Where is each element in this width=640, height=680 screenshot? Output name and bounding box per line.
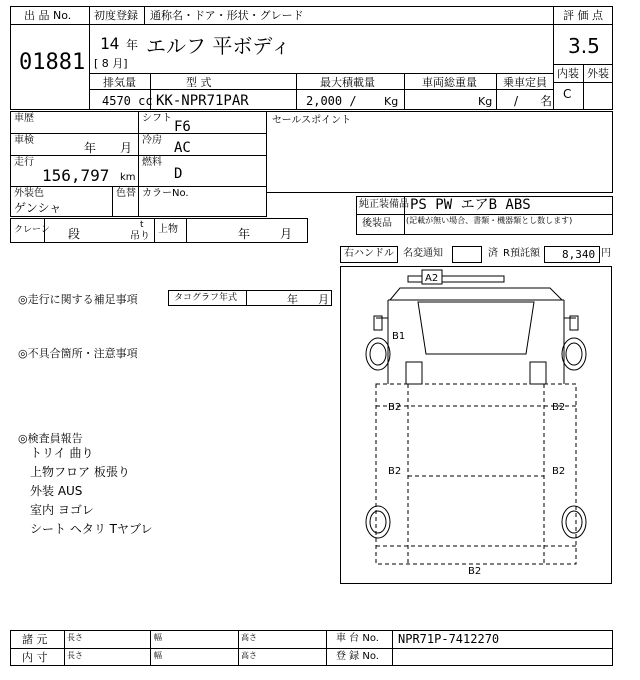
shaken-year: 年 [84,141,97,155]
truck-diagram [340,266,612,584]
lot-label: 出 品 No. [24,9,72,22]
seats-label: 乗車定員 [503,76,547,89]
fuel-value: D [174,166,183,182]
load-unit: Kg [384,95,399,108]
inspector-line: 外装 AUS [30,484,83,498]
load-value: 2,000 / [306,94,357,108]
exterior-label: 外装 [587,67,609,80]
lot-number: 01881 [19,50,86,75]
mileage-unit: km [120,172,136,183]
seats-value: / [514,94,519,108]
driving-title: ◎走行に関する補足事項 [18,293,138,306]
tacho-label: タコグラフ年式 [174,293,238,303]
aftermarket-note: (記載が無い場合、書類・機器類とし数します) [406,216,573,225]
length-label: 長さ [67,633,83,642]
reg-label: 登 録 No. [336,651,379,662]
bed-month: 月 [280,227,293,241]
score-value: 3.5 [568,34,600,58]
car-name: エルフ 平ボディ [146,34,291,58]
model-value: KK-NPR71PAR [156,93,249,109]
tacho-year: 年 [287,293,298,306]
name-label: 通称名・ドア・形状・グレード [150,9,304,22]
shift-label: シフト [142,113,172,124]
mileage-label: 走行 [14,157,34,168]
ext-color-label: 外装色 [14,188,44,199]
inspector-line: シート ヘタリ Tヤブレ [30,522,153,536]
tax-prefix: 済 [488,248,498,259]
dims-label: 内 寸 [22,651,48,664]
year-unit: 年 [126,38,139,52]
disp-label: 排気量 [103,76,136,89]
damage-mark-a2: A2 [425,273,439,284]
fuel-label: 燃料 [142,157,162,168]
tax-unit: 円 [601,248,611,259]
rhd-label: 右ハンドル [344,248,394,259]
damage-mark-b2: B2 [552,402,566,413]
chassis-label: 車 台 No. [336,633,379,644]
inspector-line: 上物フロア 板張り [30,465,130,479]
damage-mark-b2: B2 [468,566,482,577]
equip-value: PS PW エアB ABS [410,197,531,213]
inspector-title: ◎検査員報告 [18,432,83,445]
gvw-label: 車両総重量 [422,76,477,89]
shaken-month: 月 [120,141,133,155]
disp-value: 4570 cc [102,94,153,108]
spec-label: 諸 元 [22,633,48,646]
history-label: 車歴 [14,113,34,124]
damage-mark-b2: B2 [388,402,402,413]
first-reg-month: [ 8 月] [94,57,128,70]
first-reg-label: 初度登録 [94,9,138,22]
load-label: 最大積載量 [320,76,375,89]
gvw-unit: Kg [478,95,493,108]
damage-mark-b1: B1 [392,331,406,342]
inspector-line: 室内 ヨゴレ [30,503,94,517]
width-label: 幅 [154,633,162,642]
tacho-month: 月 [318,293,329,306]
score-label: 評 価 点 [563,9,603,22]
color-no-label: 色替 [116,188,136,199]
shift-value: F6 [174,119,191,135]
damage-mark-b2: B2 [552,466,566,477]
bed-year: 年 [238,227,251,241]
interior-score: C [563,87,572,101]
height-label: 高さ [241,633,257,642]
seats-unit: 名 [540,94,553,108]
crane-step: 段 [68,227,81,241]
interior-label: 内装 [557,67,579,80]
crane-label: クレーン [14,225,50,235]
defect-title: ◎不具合箇所・注意事項 [18,347,138,360]
chassis-value: NPR71P-7412270 [398,632,500,646]
tax-value: 8,340 [562,248,596,261]
tax-label: R預託額 [503,248,540,259]
mileage-value: 156,797 [42,166,110,185]
bed-label: 上物 [158,224,178,235]
inspector-line: トリイ 曲り [30,446,94,460]
height-label: 高さ [241,651,257,660]
aftermarket-label: 後装品 [362,218,392,229]
crane-hang: 吊り [130,231,150,242]
equip-label: 純正装備品 [359,199,409,210]
name-change-label: 名変通知 [403,248,443,259]
width-label: 幅 [154,651,162,660]
ext-color-value: ゲンシャ [14,201,62,215]
first-reg-year: 14 [100,34,120,53]
sales-point-label: セールスポイント [272,115,352,126]
damage-mark-b2: B2 [388,466,402,477]
model-label: 型 式 [186,76,212,89]
crane-ton: t [140,220,144,230]
length-label: 長さ [67,651,83,660]
ac-value: AC [174,140,191,156]
ac-label: 冷房 [142,135,162,146]
shaken-label: 車検 [14,135,34,146]
color-code-label: カラーNo. [142,188,189,199]
name-change-box [452,246,482,263]
